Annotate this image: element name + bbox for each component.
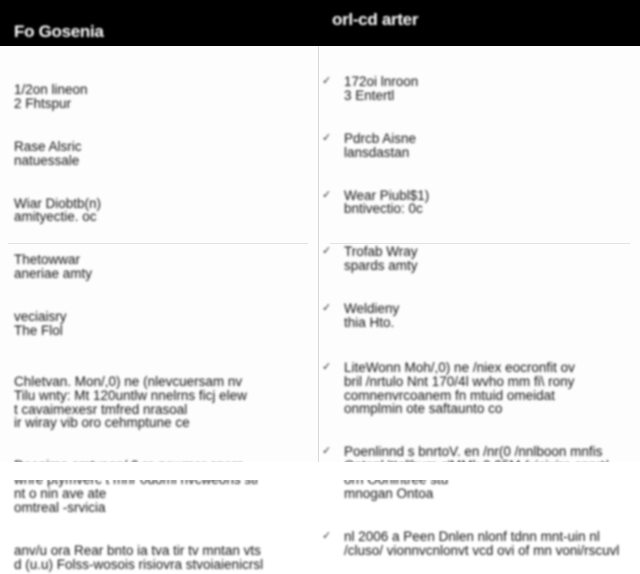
bottom-margin bbox=[0, 462, 640, 480]
list-item: Wiar Diobtb(n) amityectie. oc bbox=[14, 195, 102, 225]
list-item: ✓ Pdrcb Aisne lansdastan bbox=[322, 130, 417, 160]
content-columns bbox=[0, 46, 640, 572]
right-divider bbox=[330, 243, 630, 244]
check-icon: ✓ bbox=[322, 188, 332, 201]
check-icon: ✓ bbox=[322, 302, 332, 314]
check-icon: ✓ bbox=[322, 131, 332, 144]
list-item: veciaisry The Flol bbox=[14, 309, 67, 338]
list-item: Thetowwar aneriae amty bbox=[14, 252, 93, 282]
left-column-title: Fo Gosenia bbox=[14, 22, 104, 41]
right-column bbox=[318, 46, 640, 558]
list-item: Chletvan. Mon/,0) ne (nlevcuersam nv Tilu wnty: Mt 120untlw nnelrns ficj elew t cavaimexesr tmfred nrasoal ir wiray vib oro cehmptune ce bbox=[14, 373, 247, 431]
list-item: ✓ Trofab Wray spards amty bbox=[322, 244, 418, 274]
list-item: ✓ LiteWonn Moh/,0) ne /niex eocronfit ov bril /nrtulo Nnt 170/4l wvho mm fi\ rony comnenvrcoanem fn mtuid omeidat onmplmin ote saftaunto co bbox=[322, 359, 575, 417]
list-item: nt o nin ave ate omtreal -srvicia bbox=[14, 486, 107, 515]
list-item: ✓ Poenlinnd s bnrtoV. en /nr(0 /nnlboon mnfis mnogan Ontoa bbox=[322, 444, 603, 501]
check-icon: ✓ bbox=[322, 245, 332, 258]
check-icon: ✓ bbox=[322, 360, 332, 373]
check-icon: ✓ bbox=[322, 445, 332, 458]
list-item: ✓ nl 2006 a Peen Dnlen nlonf tdnn mnt-uin nl /cluso/ vionnvcnlonvt vcd ovi of mn voni/rscuvl bbox=[322, 528, 620, 558]
list-item: 1/2on lineon 2 Fhtspur bbox=[14, 82, 88, 111]
list-item: ✓ 172oi lnroon 3 Entertl bbox=[322, 74, 419, 103]
list-item: Rase Alsric natuessale bbox=[14, 138, 82, 168]
list-item: anv/u ora Rear bnto ia tva tir tv mntan vts d (u.u) Folss-wosois risiovra stvoiaienicrsl bbox=[14, 542, 264, 572]
check-icon: ✓ bbox=[322, 75, 332, 87]
check-icon: ✓ bbox=[322, 529, 332, 542]
list-item: ✓ Weldieny thia Hto. bbox=[322, 301, 400, 330]
right-column-title: orl-cd arter bbox=[332, 10, 419, 29]
left-column bbox=[0, 46, 318, 572]
left-divider bbox=[8, 243, 308, 244]
list-item: ✓ Wear Piubl$1) bntivectio: 0c bbox=[322, 187, 430, 217]
